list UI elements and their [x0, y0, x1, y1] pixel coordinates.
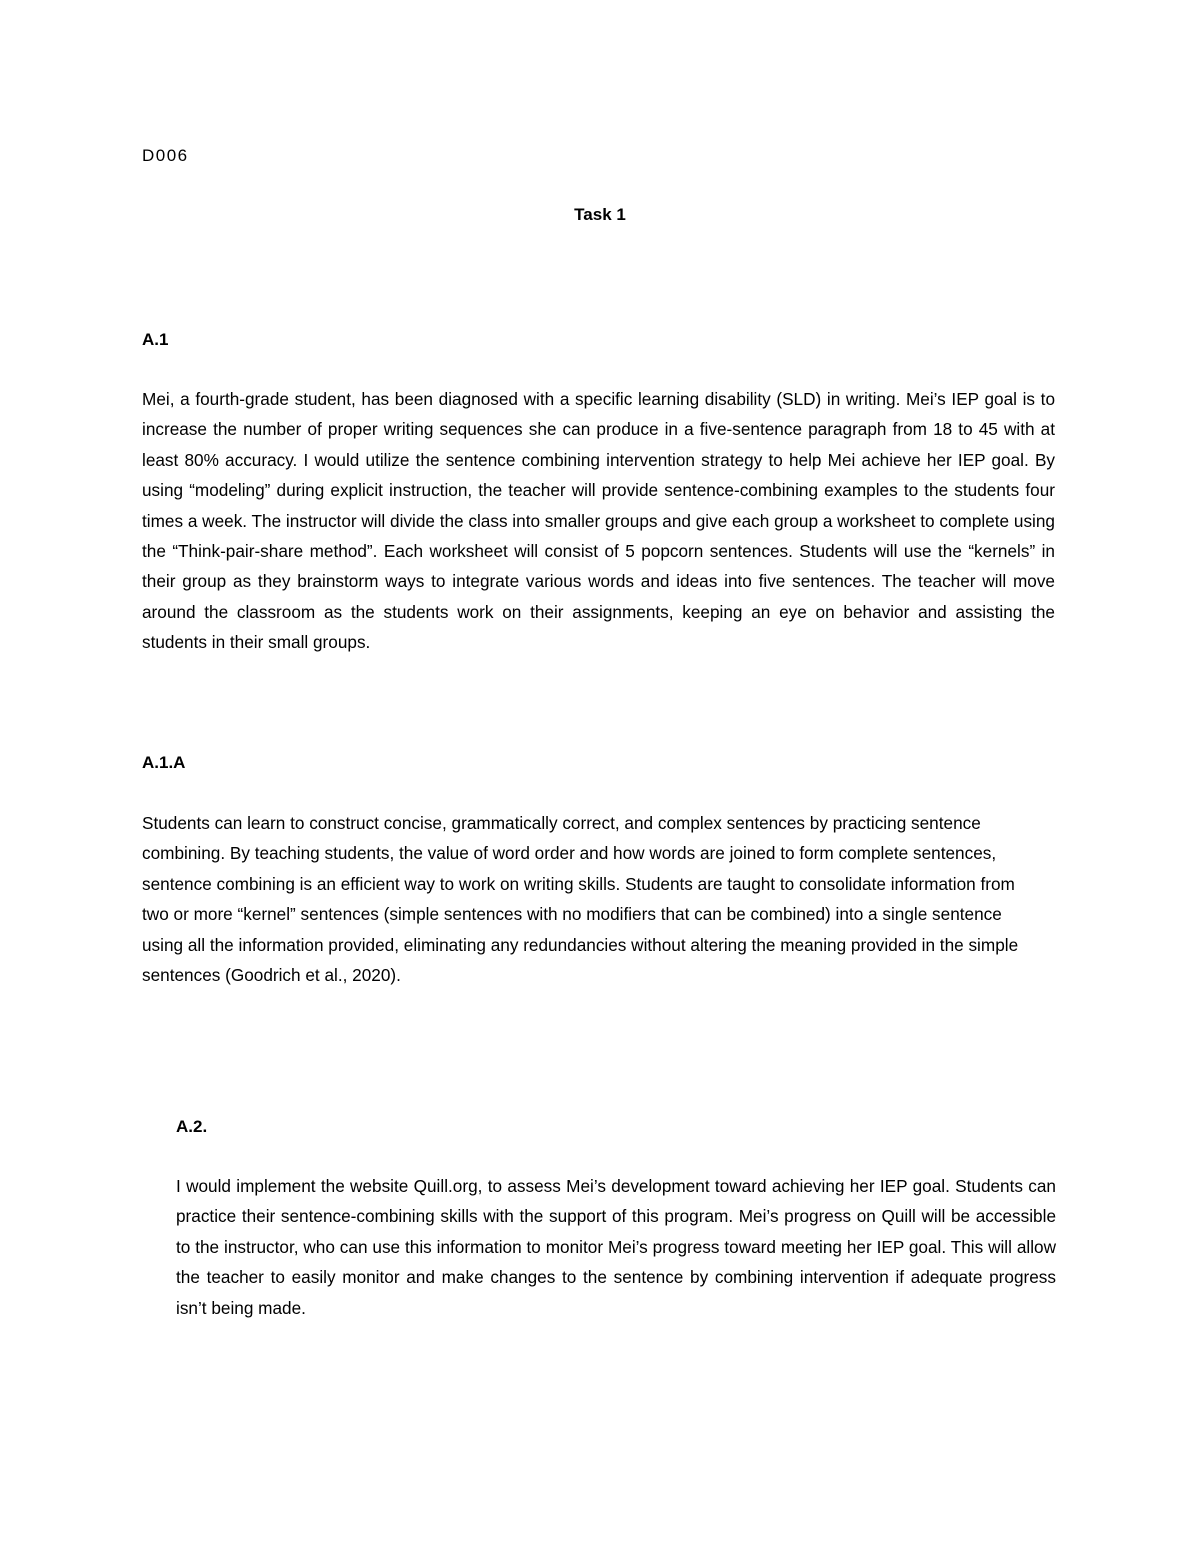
section-heading-a1a: A.1.A	[142, 753, 186, 772]
section-heading-a1: A.1	[142, 330, 169, 349]
document-title: Task 1	[574, 205, 626, 224]
section-body-a2	[176, 1171, 1056, 1323]
course-code: D006	[142, 146, 189, 165]
paragraph-text: I would implement the website Quill.org, to assess Mei’s development toward achieving her IEP goal. Students can practice their sentence-combining skills with the support of this program. Mei’s progress on Quill will be accessible to the instructor, who can use this information to monitor Mei’s progress toward meeting her IEP goal. This will allow the teacher to easily monitor and make changes to the sentence by combining intervention if adequate progress isn’t being made.	[176, 1176, 1056, 1318]
section-body-a1	[142, 384, 1055, 658]
section-heading-a2: A.2.	[176, 1117, 208, 1136]
section-body-a1a	[142, 808, 1042, 990]
paragraph-text: Students can learn to construct concise, grammatically correct, and complex sentences by practicing sentence combining. By teaching students, the value of word order and how words are joined to form complete sentences, sentence combining is an efficient way to work on writing skills. Students are taught to consolidate information from two or more “kernel” sentences (simple sentences with no modifiers that can be combined) into a single sentence using all the information provided, eliminating any redundancies without altering the meaning provided in the simple sentences (Goodrich et al., 2020).	[142, 813, 1019, 986]
paragraph-text: Mei, a fourth-grade student, has been diagnosed with a specific learning disability (SLD) in writing. Mei’s IEP goal is to increase the number of proper writing sequences she can produce in a five-sentence paragraph from 18 to 45 with at least 80% accuracy. I would utilize the sentence combining intervention strategy to help Mei achieve her IEP goal. By using “modeling” during explicit instruction, the teacher will provide sentence-combining examples to the students four times a week. The instructor will divide the class into smaller groups and give each group a worksheet to complete using the “Think-pair-share method”. Each worksheet will consist of 5 popcorn sentences. Students will use the “kernels” in their group as they brainstorm ways to integrate various words and ideas into five sentences. The teacher will move around the classroom as the students work on their assignments, keeping an eye on behavior and assisting the students in their small groups.	[142, 389, 1055, 653]
